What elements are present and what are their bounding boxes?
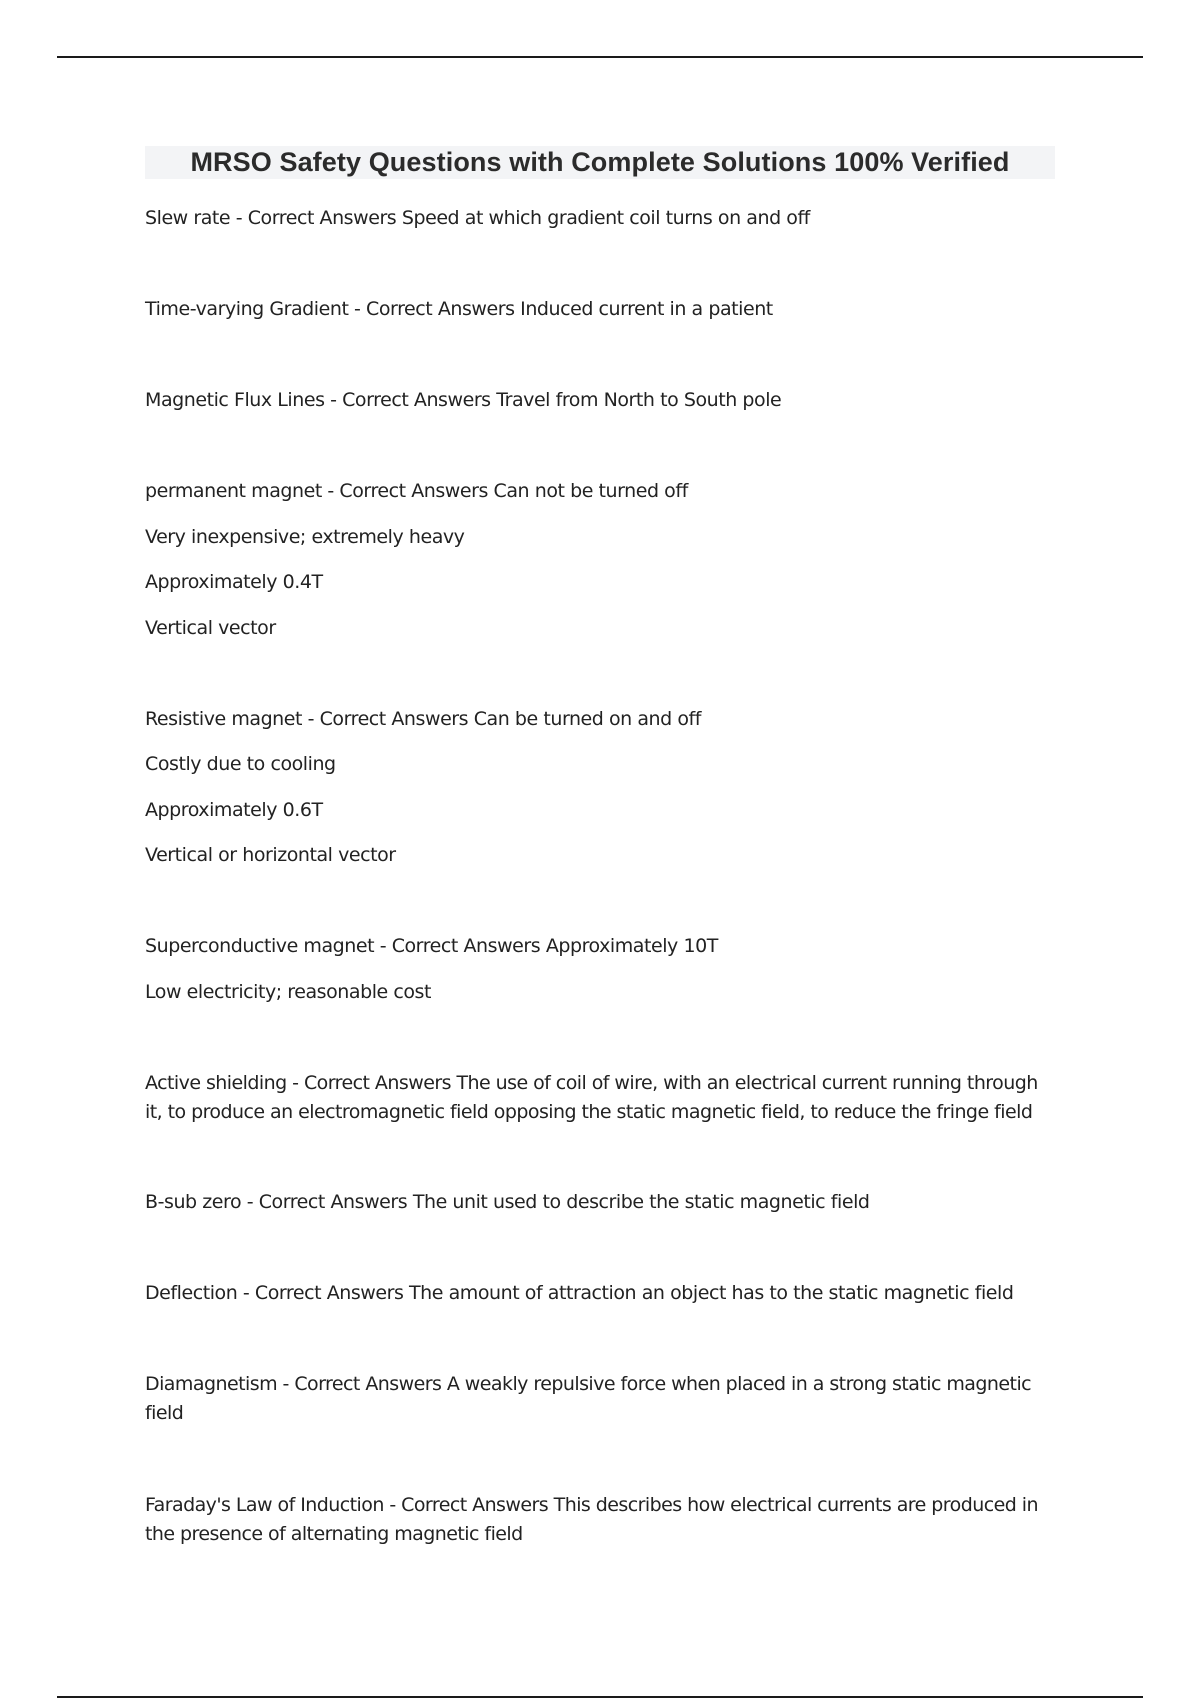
qa-answer: Speed at which gradient coil turns on and off <box>401 207 810 229</box>
qa-term: B-sub zero <box>145 1191 242 1213</box>
qa-answer-line: Vertical or horizontal vector <box>145 844 396 866</box>
qa-entry <box>145 204 1055 233</box>
qa-separator: - Correct Answers <box>321 480 494 502</box>
qa-separator: - Correct Answers <box>241 1191 413 1213</box>
qa-term: Superconductive magnet <box>145 935 375 957</box>
qa-answer-line: Vertical vector <box>145 617 276 639</box>
qa-term: permanent magnet <box>145 480 322 502</box>
qa-term: Magnetic Flux Lines <box>145 389 325 411</box>
bottom-rule <box>57 1696 1143 1698</box>
qa-answer: The amount of attraction an object has to the static magnetic field <box>409 1282 1014 1304</box>
qa-separator: - Correct Answers <box>230 207 402 229</box>
qa-entry <box>145 705 1055 734</box>
qa-separator: - Correct Answers <box>286 1072 457 1094</box>
qa-entry <box>145 1370 1055 1428</box>
qa-entry <box>145 932 1055 961</box>
qa-separator: - Correct Answers <box>383 1494 554 1516</box>
qa-answer-line: Approximately 0.4T <box>145 571 323 593</box>
qa-term: Diamagnetism <box>145 1373 278 1395</box>
qa-entry <box>145 1069 1055 1127</box>
qa-term: Resistive magnet <box>145 708 303 730</box>
title-banner <box>145 146 1055 179</box>
qa-term: Faraday's Law of Induction <box>145 1494 384 1516</box>
qa-entry <box>145 386 1055 415</box>
page-title: MRSO Safety Questions with Complete Solutions 100% Verified <box>190 147 1010 177</box>
qa-answer-line: Very inexpensive; extremely heavy <box>145 526 465 548</box>
qa-separator: - Correct Answers <box>324 389 497 411</box>
qa-answer: The use of coil of wire, with an electrical current running through it, to produce an electromagnetic field opposing the static magnetic field, to reduce the fringe field <box>145 1072 1038 1123</box>
qa-entry <box>145 1279 1055 1308</box>
qa-entry <box>145 1188 1055 1217</box>
qa-term: Active shielding <box>145 1072 287 1094</box>
qa-answer: The unit used to describe the static magnetic field <box>412 1191 870 1213</box>
qa-answer-line: Low electricity; reasonable cost <box>145 981 431 1003</box>
qa-separator: - Correct Answers <box>302 708 474 730</box>
top-rule <box>57 56 1143 58</box>
qa-answer: This describes how electrical currents are produced in the presence of alternating magnetic field <box>145 1494 1038 1545</box>
qa-answer: Can be turned on and off <box>473 708 701 730</box>
qa-term: Slew rate <box>145 207 231 229</box>
qa-answer: Approximately 10T <box>545 935 718 957</box>
qa-answer-line: Costly due to cooling <box>145 753 336 775</box>
qa-answer: Induced current in a patient <box>520 298 773 320</box>
qa-term: Deflection <box>145 1282 238 1304</box>
qa-entry <box>145 295 1055 324</box>
qa-term: Time-varying Gradient <box>145 298 349 320</box>
qa-answer: A weakly repulsive force when placed in a strong static magnetic field <box>145 1373 1032 1424</box>
qa-separator: - Correct Answers <box>374 935 546 957</box>
qa-answer: Can not be turned off <box>493 480 688 502</box>
qa-answer: Travel from North to South pole <box>496 389 782 411</box>
qa-separator: - Correct Answers <box>277 1373 447 1395</box>
qa-entry <box>145 477 1055 506</box>
qa-separator: - Correct Answers <box>348 298 521 320</box>
qa-entry <box>145 1491 1055 1549</box>
qa-separator: - Correct Answers <box>237 1282 410 1304</box>
qa-answer-line: Approximately 0.6T <box>145 799 323 821</box>
